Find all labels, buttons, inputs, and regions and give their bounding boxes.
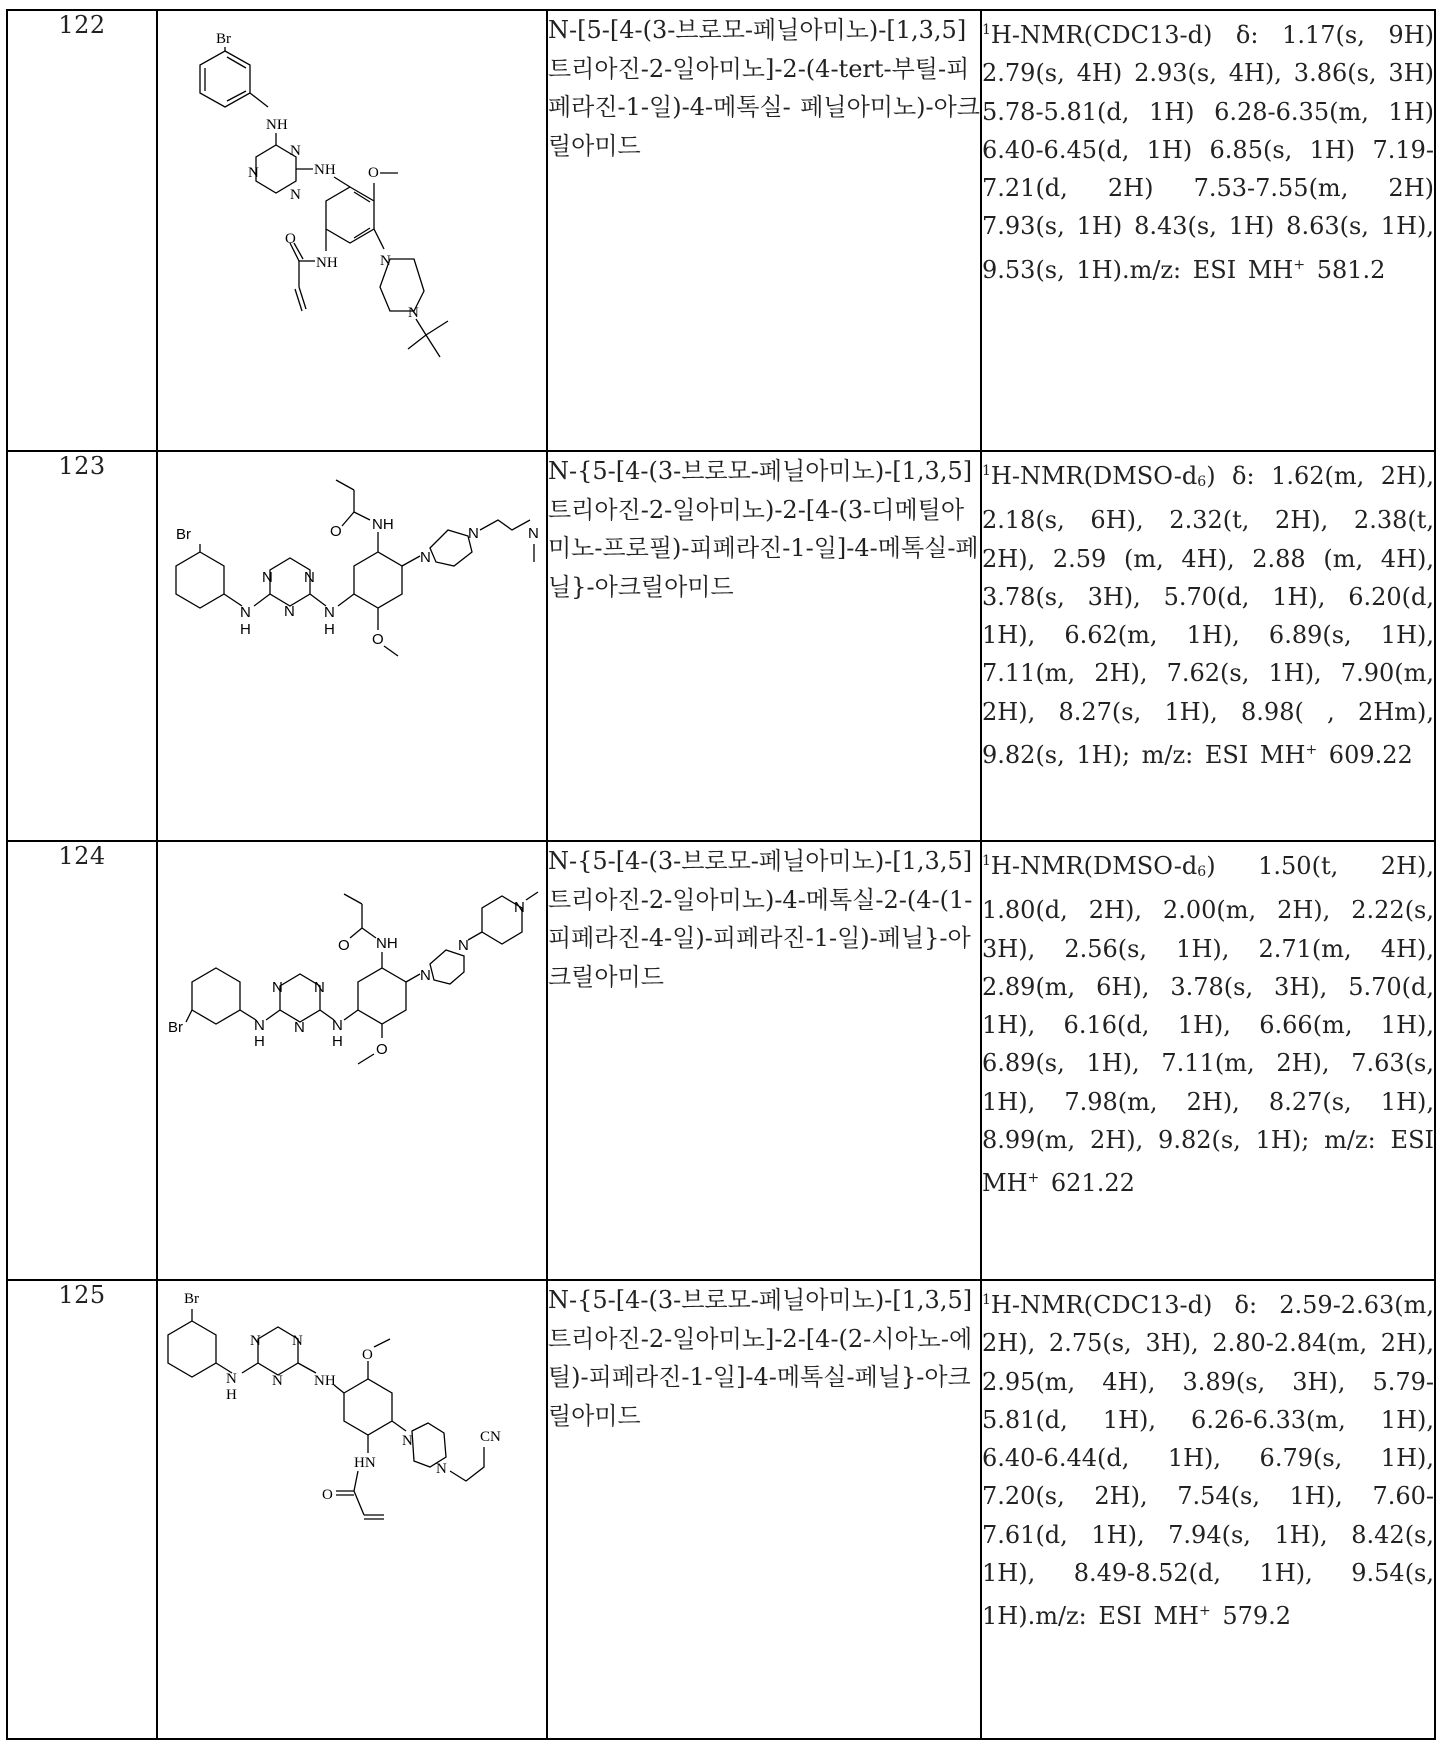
- svg-text:N: N: [292, 1333, 303, 1349]
- compound-name: N-{5-[4-(3-브로모-페닐아미노)-[1,3,5]트리아진-2-일아미노)-2-[4-(3-디메틸아미노-프로필)-피페라진-1-일]-4-메톡실-페닐}-아크릴아미드: [547, 451, 981, 841]
- svg-text:NH: NH: [266, 117, 288, 133]
- svg-text:N: N: [514, 899, 525, 916]
- svg-text:N: N: [290, 187, 301, 203]
- svg-text:N: N: [420, 967, 431, 984]
- svg-text:N: N: [284, 603, 295, 620]
- compound-name: N-{5-[4-(3-브로모-페닐아미노)-[1,3,5]트리아진-2-일아미노)-4-메톡실-2-(4-(1-피페라진-4-일)-피페라진-1-일)-페닐}-아크릴아미드: [547, 841, 981, 1280]
- chemical-structure-123-icon: [157, 451, 547, 841]
- svg-text:N: N: [436, 1461, 447, 1477]
- svg-text:N: N: [420, 549, 431, 566]
- structure-drawing: [158, 1281, 548, 1740]
- nmr-solvent: H-NMR(DMSO-d: [990, 462, 1198, 490]
- nmr-data: [981, 10, 1435, 451]
- table-row: [7, 1280, 1435, 1739]
- chemical-structure-122-icon: [157, 10, 547, 451]
- svg-text:NH: NH: [372, 516, 394, 533]
- nmr-isotope: 1: [982, 853, 991, 869]
- svg-text:N: N: [294, 1019, 305, 1036]
- svg-text:NH: NH: [376, 935, 398, 952]
- nmr-peaks: ) 1.50(t, 2H), 1.80(d, 2H), 2.00(m, 2H), 2.22(s, 3H), 2.56(s, 1H), 2.71(m, 4H), 2.89(m, 6H), 3.78(s, 3H), 5.70(d, 1H), 6.16(d, 1H), 6.66(m, 1H), 6.89(s, 1H), 7.11(m, 2H), 7.63(s, 1H), 7.98(m, 2H), 8.27(s, 1H), 8.99(m, 2H), 9.82(s, 1H); m/z: ESI MH: [982, 852, 1434, 1198]
- nmr-solvent: H-NMR(DMSO-d: [990, 852, 1198, 880]
- table-row: [7, 841, 1435, 1280]
- svg-text:O: O: [372, 631, 384, 648]
- chemical-structure-125-icon: [157, 1280, 547, 1739]
- svg-text:Br: Br: [216, 31, 231, 47]
- mass-value: 609.22: [1317, 741, 1413, 770]
- svg-text:O: O: [338, 937, 350, 954]
- svg-text:N: N: [290, 143, 301, 159]
- svg-text:N: N: [324, 604, 335, 621]
- compound-number: 124: [7, 841, 157, 1280]
- svg-text:N: N: [226, 1371, 237, 1387]
- svg-text:N: N: [380, 253, 391, 269]
- nmr-data: [981, 1280, 1435, 1739]
- svg-text:O: O: [362, 1347, 373, 1363]
- svg-text:N: N: [240, 604, 251, 621]
- svg-text:O: O: [368, 165, 379, 181]
- svg-text:N: N: [468, 525, 479, 542]
- svg-text:O: O: [376, 1041, 388, 1058]
- svg-text:Br: Br: [168, 1019, 183, 1036]
- structure-drawing: [158, 452, 548, 842]
- svg-text:H: H: [332, 1033, 343, 1050]
- mh-plus: +: [1293, 256, 1306, 273]
- svg-text:N: N: [314, 979, 325, 996]
- svg-text:O: O: [330, 523, 342, 540]
- svg-text:NH: NH: [314, 162, 336, 178]
- svg-text:CN: CN: [480, 1429, 501, 1445]
- svg-text:Br: Br: [176, 526, 191, 543]
- nmr-isotope: 1: [982, 463, 991, 479]
- nmr-isotope: 1: [982, 22, 991, 38]
- svg-text:N: N: [272, 1373, 283, 1389]
- mass-value: 581.2: [1305, 255, 1386, 284]
- svg-text:N: N: [254, 1017, 265, 1034]
- chemical-structure-124-icon: [157, 841, 547, 1280]
- svg-text:HN: HN: [354, 1455, 376, 1471]
- compound-name: N-{5-[4-(3-브로모-페닐아미노)-[1,3,5]트리아진-2-일아미노]-2-[4-(2-시아노-에틸)-피페라진-1-일]-4-메톡실-페닐}-아크릴아미드: [547, 1280, 981, 1739]
- svg-text:N: N: [408, 305, 419, 321]
- mh-plus: +: [1027, 1170, 1040, 1187]
- svg-text:N: N: [402, 1433, 413, 1449]
- mh-plus: +: [1198, 1603, 1211, 1620]
- nmr-peaks: δ: 1.17(s, 9H) 2.79(s, 4H) 2.93(s, 4H), 3.86(s, 3H) 5.78-5.81(d, 1H) 6.28-6.35(m, 1H) 6.40-6.45(d, 1H) 6.85(s, 1H) 7.19-7.21(d, 2H) 7.53-7.55(m, 2H) 7.93(s, 1H) 8.43(s, 1H) 8.63(s, 1H), 9.53(s, 1H).m/z: ESI MH: [982, 21, 1434, 284]
- svg-text:N: N: [458, 937, 469, 954]
- nmr-isotope: 1: [982, 1292, 991, 1308]
- compound-number: 122: [7, 10, 157, 451]
- structure-drawing: [158, 842, 548, 1281]
- svg-text:NH: NH: [314, 1373, 336, 1389]
- svg-text:H: H: [254, 1033, 265, 1050]
- mass-value: 579.2: [1210, 1602, 1292, 1631]
- svg-text:N: N: [528, 525, 539, 542]
- svg-text:N: N: [332, 1017, 343, 1034]
- compound-number: 123: [7, 451, 157, 841]
- table-row: [7, 451, 1435, 841]
- svg-text:N: N: [304, 569, 315, 586]
- svg-text:N: N: [272, 979, 283, 996]
- svg-text:Br: Br: [184, 1291, 199, 1307]
- svg-text:N: N: [250, 1333, 261, 1349]
- svg-text:NH: NH: [316, 255, 338, 271]
- nmr-solvent-sub: 6: [1197, 864, 1207, 880]
- compound-name: N-[5-[4-(3-브로모-페닐아미노)-[1,3,5]트리아진-2-일아미노]-2-(4-tert-부틸-피페라진-1-일)-4-메톡실- 페닐아미노)-아크릴아미드: [547, 10, 981, 451]
- svg-text:H: H: [324, 621, 335, 638]
- compound-number: 125: [7, 1280, 157, 1739]
- nmr-solvent: H-NMR(CDC13-d): [990, 21, 1213, 49]
- mass-value: 621.22: [1039, 1169, 1135, 1198]
- nmr-data: [981, 451, 1435, 841]
- svg-text:N: N: [248, 165, 259, 181]
- nmr-peaks: δ: 2.59-2.63(m, 2H), 2.75(s, 3H), 2.80-2.84(m, 2H), 2.95(m, 4H), 3.89(s, 3H), 5.79-5.81(d, 1H), 6.26-6.33(m, 1H), 6.40-6.44(d, 1H), 6.79(s, 1H), 7.20(s, 2H), 7.54(s, 1H), 7.60-7.61(d, 1H), 7.94(s, 1H), 8.42(s, 1H), 8.49-8.52(d, 1H), 9.54(s, 1H).m/z: ESI MH: [982, 1291, 1434, 1631]
- mh-plus: +: [1305, 742, 1318, 759]
- svg-text:H: H: [240, 621, 251, 638]
- nmr-peaks: ) δ: 1.62(m, 2H), 2.18(s, 6H), 2.32(t, 2H), 2.38(t, 2H), 2.59 (m, 4H), 2.88 (m, 4H), 3.78(s, 3H), 5.70(d, 1H), 6.20(d, 1H), 6.62(m, 1H), 6.89(s, 1H), 7.11(m, 2H), 7.62(s, 1H), 7.90(m, 2H), 8.27(s, 1H), 8.98( , 2Hm), 9.82(s, 1H); m/z: ESI MH: [982, 462, 1434, 770]
- svg-text:H: H: [226, 1387, 237, 1403]
- svg-text:N: N: [262, 569, 273, 586]
- structure-drawing: [158, 11, 548, 452]
- nmr-solvent: H-NMR(CDC13-d): [990, 1291, 1213, 1319]
- nmr-data: [981, 841, 1435, 1280]
- nmr-solvent-sub: 6: [1197, 474, 1207, 490]
- svg-text:O: O: [285, 231, 296, 247]
- table-row: [7, 10, 1435, 451]
- svg-text:O: O: [322, 1487, 333, 1503]
- compound-table: [6, 9, 1436, 1740]
